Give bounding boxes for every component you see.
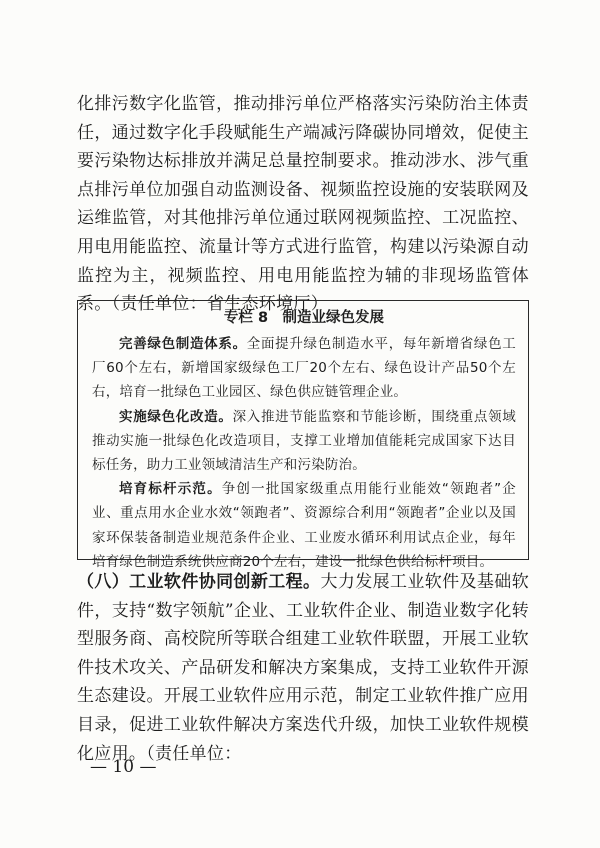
box-item-text: 深入推进节能监察和节能诊断，围绕重点领域推动实施一批绿色化改造项目，支撑工业增加值能耗完成国家下达目标任务，助力工业领域清洁生产和污染防治。 [92,408,517,474]
box-item-text: 争创一批国家级重点用能行业能效“领跑者”企业、重点用水企业水效“领跑者”、资源综合利用“领跑者”企业以及国家环保装备制造业规范条件企业、工业废水循环利用试点企业，每年培育绿色制造系统供应商20个左右，建设一批绿色供给标杆项目。 [92,481,516,570]
box-item [92,405,516,478]
box-item [92,332,516,405]
body-paragraph-bottom [77,568,529,768]
responsible-unit: （责任单位： [146,743,242,764]
section-heading: （八）工业软件协同创新工程。 [77,572,321,592]
box-item-lead: 实施绿色化改造。 [119,408,233,425]
box-item-lead: 完善绿色制造体系。 [119,336,247,352]
paragraph-text: 大力发展工业软件及基础软件，支持“数字领航”企业、工业软件企业、制造业数字化转型服务商、高校院所等联合组建工业软件联盟，开展工业软件技术攻关、产品研发和解决方案集成，支持工业软件开源生态建设。开展工业软件应用示范，制定工业软件推广应用目录，促进工业软件解决方案迭代升级，加快工业软件规模化应用。 [77,572,529,764]
box-item-lead: 培育标杆示范。 [119,481,222,498]
box-title: 专栏 8 制造业绿色发展 [223,310,385,326]
feature-box [77,300,529,570]
box-item [92,477,516,574]
page-number: — 10 — [90,757,157,777]
box-item-text: 全面提升绿色制造水平，每年新增省绿色工厂60个左右，新增国家级绿色工厂20个左右、绿色设计产品50个左右，培育一批绿色工业园区、绿色供应链管理企业。 [92,336,516,401]
responsible-unit: （责任单位：省生态环境厅） [111,294,329,315]
body-paragraph-top [77,90,529,319]
paragraph-text: 化排污数字化监管，推动排污单位严格落实污染防治主体责任，通过数字化手段赋能生产端减污降碳协同增效，促使主要污染物达标排放并满足总量控制要求。推动涉水、涉气重点排污单位加强自动监测设备、视频监控设施的安装联网及运维监管，对其他排污单位通过联网视频监控、工况监控、用电用能监控、流量计等方式进行监管，构建以污染源自动监控为主，视频监控、用电用能监控为辅的非现场监管体系。 [77,94,529,315]
